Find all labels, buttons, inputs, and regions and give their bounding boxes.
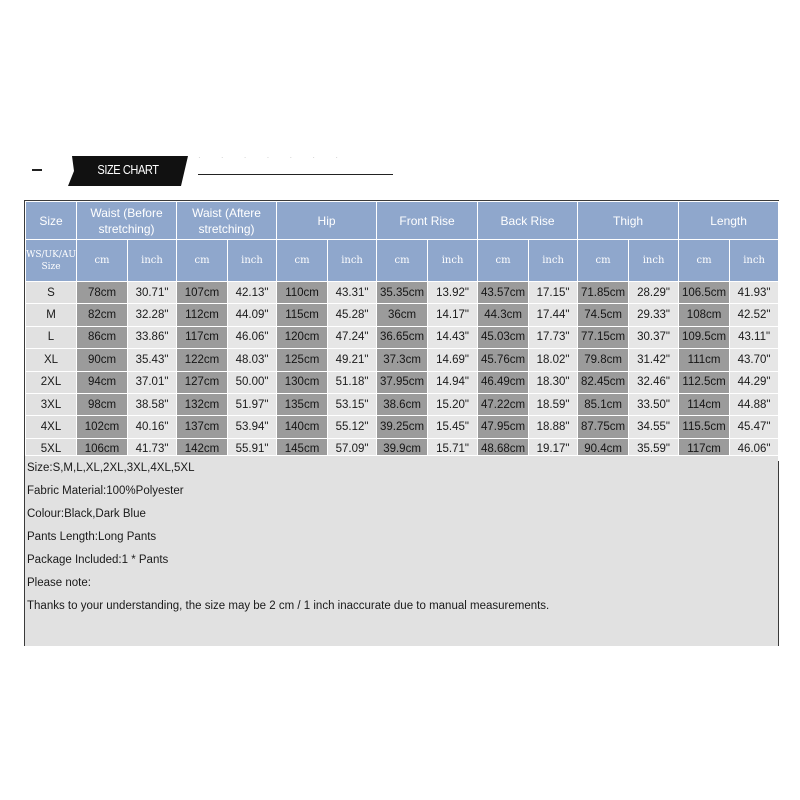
header-hip: Hip: [277, 202, 377, 240]
inch-cell: 17.15": [529, 282, 578, 304]
inch-cell: 28.29": [629, 282, 679, 304]
size-cell: M: [26, 304, 77, 326]
inch-cell: 44.29": [730, 371, 779, 393]
cm-cell: 71.85cm: [578, 282, 629, 304]
cm-cell: 43.57cm: [478, 282, 529, 304]
cm-cell: 87.75cm: [578, 416, 629, 438]
cm-cell: 114cm: [679, 393, 730, 415]
size-cell: S: [26, 282, 77, 304]
cm-cell: 35.35cm: [377, 282, 428, 304]
unit-inch: inch: [228, 240, 277, 282]
inch-cell: 33.50": [629, 393, 679, 415]
inch-cell: 51.97": [228, 393, 277, 415]
inch-cell: 43.11": [730, 326, 779, 348]
note-line: Thanks to your understanding, the size may be 2 cm / 1 inch inaccurate due to manual measurements.: [27, 600, 550, 612]
unit-size-label: WS/UK/AU Size: [26, 240, 77, 282]
unit-cm: cm: [77, 240, 128, 282]
inch-cell: 41.93": [730, 282, 779, 304]
cm-cell: 122cm: [177, 349, 228, 371]
size-chart-banner: [28, 150, 373, 190]
inch-cell: 57.09": [328, 438, 377, 460]
cm-cell: 46.49cm: [478, 371, 529, 393]
cm-cell: 37.95cm: [377, 371, 428, 393]
banner-dots: · · · · · · ·: [198, 153, 347, 162]
unit-inch: inch: [629, 240, 679, 282]
header-waist-before: Waist (Before stretching): [77, 202, 177, 240]
cm-cell: 145cm: [277, 438, 328, 460]
cm-cell: 45.03cm: [478, 326, 529, 348]
inch-cell: 44.88": [730, 393, 779, 415]
cm-cell: 47.95cm: [478, 416, 529, 438]
cm-cell: 130cm: [277, 371, 328, 393]
unit-inch: inch: [529, 240, 578, 282]
unit-cm: cm: [277, 240, 328, 282]
table-row: [26, 393, 779, 415]
cm-cell: 111cm: [679, 349, 730, 371]
inch-cell: 49.21": [328, 349, 377, 371]
inch-cell: 43.70": [730, 349, 779, 371]
size-table: [25, 201, 779, 461]
inch-cell: 40.16": [128, 416, 177, 438]
table-row: [26, 304, 779, 326]
cm-cell: 39.9cm: [377, 438, 428, 460]
table-row: [26, 349, 779, 371]
cm-cell: 142cm: [177, 438, 228, 460]
inch-cell: 32.46": [629, 371, 679, 393]
inch-cell: 55.91": [228, 438, 277, 460]
unit-cm: cm: [377, 240, 428, 282]
cm-cell: 120cm: [277, 326, 328, 348]
unit-cm: cm: [177, 240, 228, 282]
cm-cell: 47.22cm: [478, 393, 529, 415]
cm-cell: 45.76cm: [478, 349, 529, 371]
note-line: Please note:: [27, 577, 91, 589]
cm-cell: 79.8cm: [578, 349, 629, 371]
inch-cell: 33.86": [128, 326, 177, 348]
inch-cell: 14.94": [428, 371, 478, 393]
cm-cell: 90.4cm: [578, 438, 629, 460]
inch-cell: 14.69": [428, 349, 478, 371]
unit-inch: inch: [328, 240, 377, 282]
table-row: [26, 326, 779, 348]
size-cell: L: [26, 326, 77, 348]
inch-cell: 42.13": [228, 282, 277, 304]
inch-cell: 46.06": [228, 326, 277, 348]
unit-inch: inch: [128, 240, 177, 282]
header-waist-after: Waist (Aftere stretching): [177, 202, 277, 240]
unit-cm: cm: [578, 240, 629, 282]
header-length: Length: [679, 202, 779, 240]
cm-cell: 109.5cm: [679, 326, 730, 348]
size-cell: 3XL: [26, 393, 77, 415]
inch-cell: 17.44": [529, 304, 578, 326]
inch-cell: 30.37": [629, 326, 679, 348]
cm-cell: 74.5cm: [578, 304, 629, 326]
inch-cell: 53.15": [328, 393, 377, 415]
note-line: Package Included:1 * Pants: [27, 554, 169, 566]
cm-cell: 117cm: [177, 326, 228, 348]
inch-cell: 38.58": [128, 393, 177, 415]
inch-cell: 29.33": [629, 304, 679, 326]
cm-cell: 90cm: [77, 349, 128, 371]
size-cell: 4XL: [26, 416, 77, 438]
inch-cell: 13.92": [428, 282, 478, 304]
cm-cell: 107cm: [177, 282, 228, 304]
size-cell: 2XL: [26, 371, 77, 393]
note-line: Size:S,M,L,XL,2XL,3XL,4XL,5XL: [27, 462, 195, 474]
inch-cell: 44.09": [228, 304, 277, 326]
cm-cell: 44.3cm: [478, 304, 529, 326]
cm-cell: 112.5cm: [679, 371, 730, 393]
cm-cell: 82.45cm: [578, 371, 629, 393]
inch-cell: 41.73": [128, 438, 177, 460]
cm-cell: 37.3cm: [377, 349, 428, 371]
inch-cell: 42.52": [730, 304, 779, 326]
size-cell: XL: [26, 349, 77, 371]
cm-cell: 132cm: [177, 393, 228, 415]
cm-cell: 48.68cm: [478, 438, 529, 460]
note-line: Colour:Black,Dark Blue: [27, 508, 146, 520]
inch-cell: 34.55": [629, 416, 679, 438]
inch-cell: 14.43": [428, 326, 478, 348]
inch-cell: 50.00": [228, 371, 277, 393]
inch-cell: 15.71": [428, 438, 478, 460]
cm-cell: 39.25cm: [377, 416, 428, 438]
size-cell: 5XL: [26, 438, 77, 460]
unit-row: [26, 240, 779, 282]
inch-cell: 45.47": [730, 416, 779, 438]
table-row: [26, 282, 779, 304]
banner-dash: [32, 169, 42, 171]
inch-cell: 43.31": [328, 282, 377, 304]
inch-cell: 35.43": [128, 349, 177, 371]
cm-cell: 137cm: [177, 416, 228, 438]
cm-cell: 102cm: [77, 416, 128, 438]
inch-cell: 19.17": [529, 438, 578, 460]
inch-cell: 46.06": [730, 438, 779, 460]
cm-cell: 86cm: [77, 326, 128, 348]
cm-cell: 127cm: [177, 371, 228, 393]
unit-inch: inch: [730, 240, 779, 282]
banner-title: SIZE CHART: [97, 162, 159, 177]
inch-cell: 35.59": [629, 438, 679, 460]
cm-cell: 78cm: [77, 282, 128, 304]
inch-cell: 45.28": [328, 304, 377, 326]
table-row: [26, 416, 779, 438]
cm-cell: 135cm: [277, 393, 328, 415]
inch-cell: 18.02": [529, 349, 578, 371]
cm-cell: 94cm: [77, 371, 128, 393]
inch-cell: 37.01": [128, 371, 177, 393]
note-line: Pants Length:Long Pants: [27, 531, 157, 543]
cm-cell: 117cm: [679, 438, 730, 460]
cm-cell: 108cm: [679, 304, 730, 326]
cm-cell: 38.6cm: [377, 393, 428, 415]
cm-cell: 36.65cm: [377, 326, 428, 348]
header-size: Size: [26, 202, 77, 240]
inch-cell: 51.18": [328, 371, 377, 393]
inch-cell: 47.24": [328, 326, 377, 348]
inch-cell: 30.71": [128, 282, 177, 304]
inch-cell: 32.28": [128, 304, 177, 326]
cm-cell: 98cm: [77, 393, 128, 415]
product-notes: [25, 455, 778, 646]
inch-cell: 31.42": [629, 349, 679, 371]
header-back-rise: Back Rise: [478, 202, 578, 240]
header-row: [26, 202, 779, 240]
note-line: Fabric Material:100%Polyester: [27, 485, 184, 497]
banner-label-wrap: [68, 156, 188, 186]
inch-cell: 48.03": [228, 349, 277, 371]
header-front-rise: Front Rise: [377, 202, 478, 240]
unit-cm: cm: [679, 240, 730, 282]
size-rows: [26, 282, 779, 461]
cm-cell: 140cm: [277, 416, 328, 438]
inch-cell: 15.45": [428, 416, 478, 438]
cm-cell: 115cm: [277, 304, 328, 326]
inch-cell: 14.17": [428, 304, 478, 326]
inch-cell: 55.12": [328, 416, 377, 438]
inch-cell: 18.88": [529, 416, 578, 438]
inch-cell: 18.30": [529, 371, 578, 393]
cm-cell: 125cm: [277, 349, 328, 371]
unit-inch: inch: [428, 240, 478, 282]
inch-cell: 18.59": [529, 393, 578, 415]
cm-cell: 36cm: [377, 304, 428, 326]
unit-cm: cm: [478, 240, 529, 282]
cm-cell: 112cm: [177, 304, 228, 326]
cm-cell: 115.5cm: [679, 416, 730, 438]
cm-cell: 82cm: [77, 304, 128, 326]
table-row: [26, 371, 779, 393]
cm-cell: 85.1cm: [578, 393, 629, 415]
cm-cell: 110cm: [277, 282, 328, 304]
cm-cell: 106cm: [77, 438, 128, 460]
banner-rule: [198, 174, 393, 175]
header-thigh: Thigh: [578, 202, 679, 240]
inch-cell: 17.73": [529, 326, 578, 348]
inch-cell: 15.20": [428, 393, 478, 415]
cm-cell: 77.15cm: [578, 326, 629, 348]
inch-cell: 53.94": [228, 416, 277, 438]
cm-cell: 106.5cm: [679, 282, 730, 304]
size-chart: [24, 200, 779, 646]
